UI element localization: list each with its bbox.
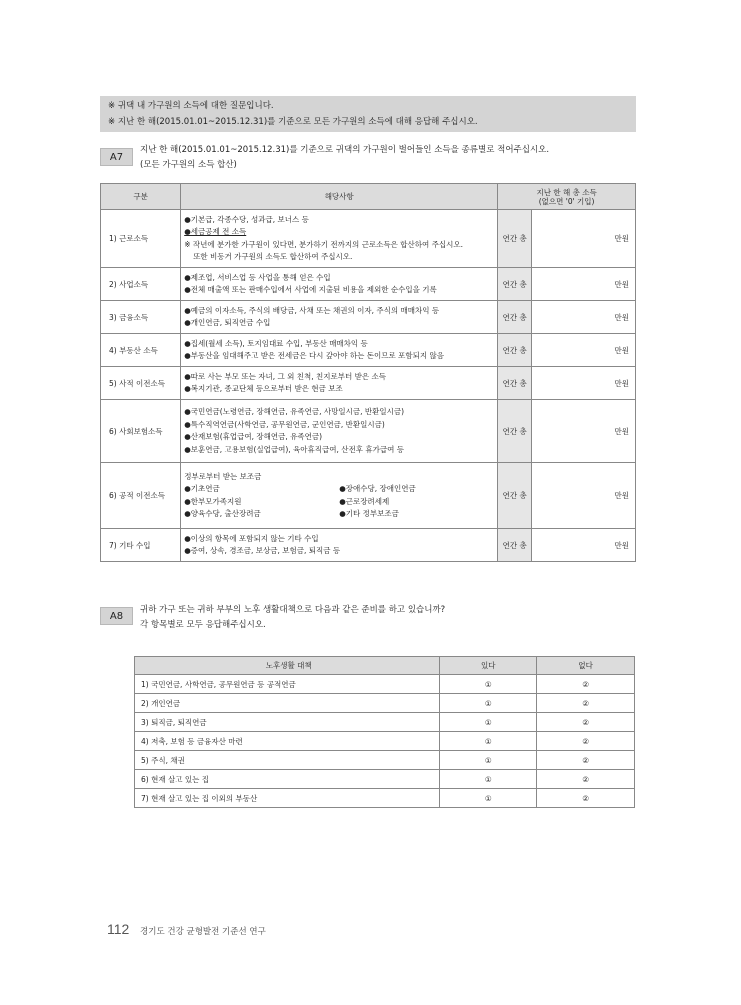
table-row [101, 529, 636, 562]
header-category: 구분 [101, 184, 181, 210]
retirement-plan-table [134, 656, 635, 808]
question-a8-line-1: 귀하 가구 또는 귀하 부부의 노후 생활대책으로 다음과 같은 준비를 하고 있습니까? [140, 605, 446, 615]
header-income [498, 184, 636, 210]
option-no[interactable]: ② [537, 675, 635, 694]
desc-line: ●증여, 상속, 경조금, 보상금, 보험금, 퇴직금 등 [184, 546, 341, 555]
row-description [181, 268, 498, 301]
row-category: 6) 공적 이전소득 [101, 463, 181, 529]
yearly-total-label: 연간 총 [498, 210, 532, 268]
question-a7-line-1: 지난 한 해(2015.01.01~2015.12.31)를 기준으로 귀댁의 가구원이 벌어들인 소득을 종류별로 적어주십시오. [140, 145, 550, 155]
table-row [101, 367, 636, 400]
table-row [135, 675, 635, 694]
desc-line: ●집세(월세 소득), 토지임대료 수입, 부동산 매매차익 등 [184, 338, 368, 348]
desc-line: ●국민연금(노령연금, 장해연금, 유족연금, 사망일시금, 반환일시금) [184, 407, 405, 416]
table-row [101, 268, 636, 301]
question-label-a8: A8 [100, 607, 133, 625]
table-row [135, 751, 635, 770]
question-text-a7 [140, 143, 549, 173]
plan-label: 2) 개인연금 [135, 694, 440, 713]
question-label-a7: A7 [100, 148, 133, 166]
desc-line: ●한부모가족지원 [184, 496, 242, 506]
desc-line: ●장애수당, 장애인연금 [339, 484, 416, 493]
desc-line: ※ 작년에 분가한 가구원이 있다면, 분가하기 전까지의 근로소득은 합산하여 주십시오. [184, 239, 464, 249]
amount-input-cell[interactable] [532, 400, 636, 463]
desc-line: ●이상의 항목에 포함되지 않는 기타 수입 [184, 533, 319, 543]
amount-input-cell[interactable] [532, 301, 636, 334]
question-a7-line-2: (모든 가구원의 소득 합산) [140, 160, 237, 170]
row-description [181, 529, 498, 562]
unit-label: 만원 [614, 345, 629, 355]
desc-line: ●개인연금, 퇴직연금 수입 [184, 318, 271, 327]
desc-line: ●전체 매출액 또는 판매수입에서 사업에 지출된 비용을 제외한 순수입을 기록 [184, 285, 437, 294]
desc-pair [184, 508, 494, 521]
desc-line: ●제조업, 서비스업 등 사업을 통해 얻은 수입 [184, 272, 331, 282]
row-category: 4) 부동산 소득 [101, 334, 181, 367]
yearly-total-label: 연간 총 [498, 367, 532, 400]
row-description [181, 210, 498, 268]
row-description [181, 400, 498, 463]
table-row [135, 732, 635, 751]
table-row [135, 789, 635, 808]
unit-label: 만원 [614, 540, 629, 550]
option-no[interactable]: ② [537, 751, 635, 770]
table-row [135, 713, 635, 732]
notice-box [100, 96, 636, 132]
option-yes[interactable]: ① [440, 713, 537, 732]
plan-label: 5) 주식, 채권 [135, 751, 440, 770]
plan-label: 4) 저축, 보험 등 금융자산 마련 [135, 732, 440, 751]
plan-label: 3) 퇴직금, 퇴직연금 [135, 713, 440, 732]
row-description [181, 463, 498, 529]
row-category: 3) 금융소득 [101, 301, 181, 334]
desc-line: ●세금공제 전 소득 [184, 227, 247, 236]
table-row [101, 210, 636, 268]
option-no[interactable]: ② [537, 770, 635, 789]
desc-line: ●산재보험(휴업급여, 장해연금, 유족연금) [184, 432, 323, 441]
page-number: 112 [107, 921, 130, 937]
header-description: 해당사항 [181, 184, 498, 210]
unit-label: 만원 [614, 491, 629, 500]
option-yes[interactable]: ① [440, 770, 537, 789]
amount-input-cell[interactable] [532, 367, 636, 400]
desc-line: ●부동산을 임대해주고 받은 전세금은 다시 갚아야 하는 돈이므로 포함되지 않음 [184, 351, 445, 360]
option-yes[interactable]: ① [440, 732, 537, 751]
desc-line: ●복지기관, 종교단체 등으로부터 받은 현금 보조 [184, 384, 343, 393]
unit-label: 만원 [614, 234, 629, 243]
table-row [101, 334, 636, 367]
row-description [181, 334, 498, 367]
table-row [135, 694, 635, 713]
yearly-total-label: 연간 총 [498, 463, 532, 529]
row-category: 2) 사업소득 [101, 268, 181, 301]
desc-line: ●예금의 이자소득, 주식의 배당금, 사채 또는 채권의 이자, 주식의 매매차익 등 [184, 305, 440, 315]
amount-input-cell[interactable] [532, 463, 636, 529]
page-footer [107, 921, 266, 937]
amount-input-cell[interactable] [532, 268, 636, 301]
question-text-a8 [140, 603, 445, 633]
desc-line: ●기본급, 각종수당, 성과급, 보너스 등 [184, 214, 309, 224]
desc-line: 또한 비동거 가구원의 소득도 합산하여 주십시오. [193, 252, 353, 261]
table-row [101, 463, 636, 529]
desc-line: ●따로 사는 부모 또는 자녀, 그 외 친척, 친지로부터 받은 소득 [184, 371, 386, 381]
income-table [100, 183, 636, 562]
desc-pair [184, 483, 494, 496]
plan-label: 1) 국민연금, 사학연금, 공무원연금 등 공적연금 [135, 675, 440, 694]
row-category: 6) 사회보험소득 [101, 400, 181, 463]
footer-title: 경기도 건강 균형발전 기준선 연구 [140, 927, 266, 937]
desc-line: ●기타 정부보조금 [339, 509, 399, 518]
amount-input-cell[interactable] [532, 529, 636, 562]
option-yes[interactable]: ① [440, 694, 537, 713]
header-income-line-2: (없으면 '0' 기입) [538, 196, 595, 206]
yearly-total-label: 연간 총 [498, 268, 532, 301]
desc-line: ●기초연금 [184, 484, 220, 493]
notice-line-2: ※ 지난 한 해(2015.01.01~2015.12.31)를 기준으로 모든 가구원의 소득에 대해 응답해 주십시오. [108, 117, 478, 127]
option-yes[interactable]: ① [440, 675, 537, 694]
desc-line: ●보훈연금, 고용보험(실업급여), 육아휴직급여, 산전후 휴가급여 등 [184, 444, 405, 454]
yearly-total-label: 연간 총 [498, 301, 532, 334]
option-yes[interactable]: ① [440, 751, 537, 770]
row-category: 5) 사적 이전소득 [101, 367, 181, 400]
unit-label: 만원 [614, 426, 629, 436]
desc-line: 정부로부터 받는 보조금 [184, 471, 262, 481]
table-row [135, 770, 635, 789]
desc-line: ●특수직역연금(사학연금, 공무원연금, 군인연금, 반환일시금) [184, 419, 385, 429]
header-income-line-1: 지난 한 해 총 소득 [536, 187, 597, 197]
notice-line-1: ※ 귀댁 내 가구원의 소득에 대한 질문입니다. [108, 101, 274, 111]
header-yes: 있다 [440, 657, 537, 675]
header-no: 없다 [537, 657, 635, 675]
desc-pair [184, 496, 494, 509]
amount-input-cell[interactable] [532, 210, 636, 268]
yearly-total-label: 연간 총 [498, 334, 532, 367]
unit-label: 만원 [614, 279, 629, 289]
question-a8-line-2: 각 항목별로 모두 응답해주십시오. [140, 620, 266, 630]
table-row [101, 400, 636, 463]
option-no[interactable]: ② [537, 732, 635, 751]
plan-label: 6) 현재 살고 있는 집 [135, 770, 440, 789]
table-row [101, 301, 636, 334]
header-plan: 노후생활 대책 [135, 657, 440, 675]
unit-label: 만원 [614, 312, 629, 322]
yearly-total-label: 연간 총 [498, 400, 532, 463]
row-category: 7) 기타 수입 [101, 529, 181, 562]
desc-line: ●양육수당, 출산장려금 [184, 509, 261, 518]
row-description [181, 367, 498, 400]
option-yes[interactable]: ① [440, 789, 537, 808]
option-no[interactable]: ② [537, 713, 635, 732]
yearly-total-label: 연간 총 [498, 529, 532, 562]
desc-line: ●근로장려세제 [339, 496, 390, 506]
unit-label: 만원 [614, 378, 629, 388]
row-description [181, 301, 498, 334]
plan-label: 7) 현재 살고 있는 집 이외의 부동산 [135, 789, 440, 808]
option-no[interactable]: ② [537, 694, 635, 713]
row-category: 1) 근로소득 [101, 210, 181, 268]
amount-input-cell[interactable] [532, 334, 636, 367]
option-no[interactable]: ② [537, 789, 635, 808]
